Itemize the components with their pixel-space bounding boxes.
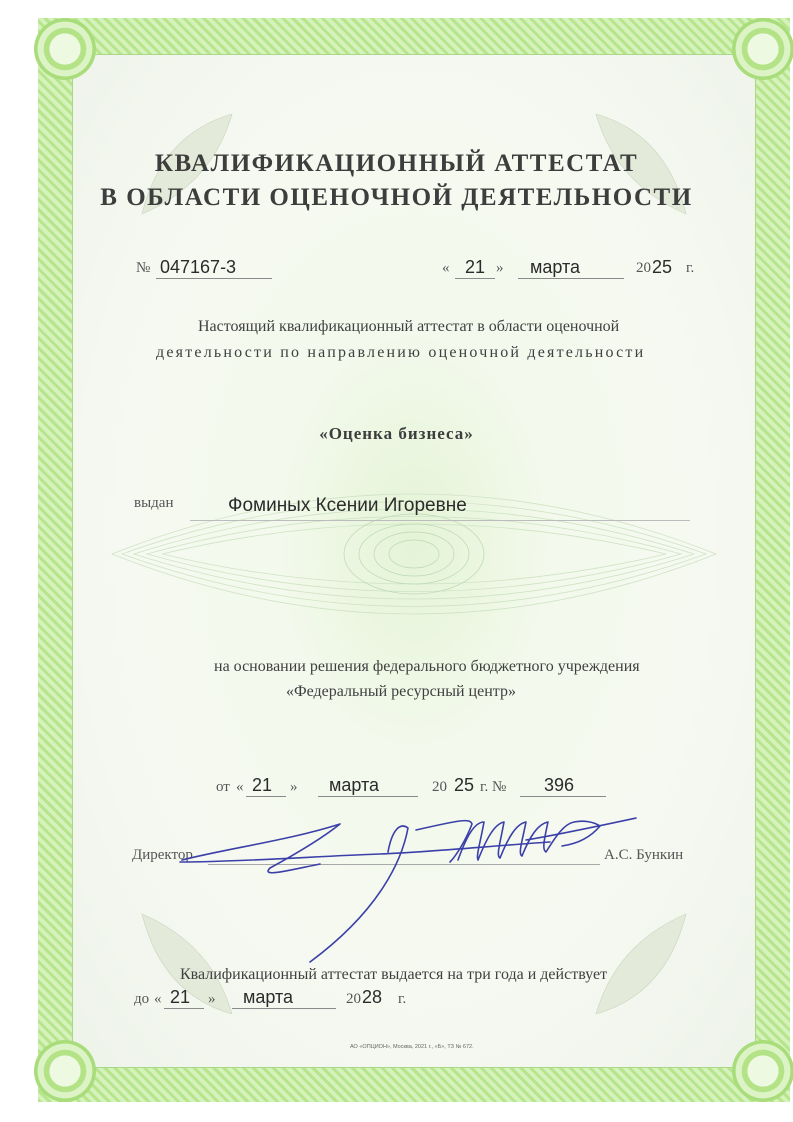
issue-year-label: г. <box>686 260 695 276</box>
director-name: А.С. Бункин <box>604 847 684 863</box>
validity-quote-open: « <box>154 991 162 1007</box>
intro-line2: деятельности по направлению оценочной деятельности <box>156 344 646 361</box>
decision-number: 396 <box>544 775 575 795</box>
issue-year-suffix: 25 <box>652 257 673 277</box>
issued-label: выдан <box>134 495 174 511</box>
decision-quote-open: « <box>236 779 244 795</box>
validity-day-underline <box>164 1008 204 1009</box>
holder-name: Фоминых Ксении Игоревне <box>228 495 467 516</box>
basis-line2: «Федеральный ресурсный центр» <box>286 683 516 700</box>
decision-from-label: от <box>216 779 230 795</box>
validity-quote-close: » <box>208 991 216 1007</box>
validity-month: марта <box>243 987 294 1007</box>
intro-line1: Настоящий квалификационный аттестат в области оценочной <box>198 318 620 335</box>
validity-until-label: до <box>134 991 150 1007</box>
decision-year-label: г. № <box>480 779 507 795</box>
decision-year-suffix: 25 <box>454 775 475 795</box>
printer-imprint: АО «ОПЦИОН», Москва, 2021 г., «Б», ТЗ № 672. <box>350 1044 474 1050</box>
validity-line1: Квалификационный аттестат выдается на три года и действует <box>180 966 608 983</box>
name-underline <box>190 520 690 521</box>
decision-quote-close: » <box>290 779 298 795</box>
valuation-direction: «Оценка бизнеса» <box>319 424 474 443</box>
day-underline <box>455 278 495 279</box>
decision-month-underline <box>318 796 418 797</box>
validity-year-label: г. <box>398 991 407 1007</box>
number-underline <box>156 278 272 279</box>
validity-year-prefix: 20 <box>346 991 361 1007</box>
certificate-title-line1: КВАЛИФИКАЦИОННЫЙ АТТЕСТАТ <box>154 150 639 177</box>
certificate-number: 047167-3 <box>160 257 237 277</box>
decision-number-underline <box>520 796 606 797</box>
validity-year-suffix: 28 <box>362 987 383 1007</box>
month-underline <box>518 278 624 279</box>
date-quote-open: « <box>442 260 450 276</box>
validity-day: 21 <box>170 987 191 1007</box>
validity-month-underline <box>232 1008 336 1009</box>
director-signature <box>170 800 660 980</box>
decision-day-underline <box>246 796 286 797</box>
basis-line1: на основании решения федерального бюджетного учреждения <box>214 658 640 675</box>
date-quote-close: » <box>496 260 504 276</box>
certificate-title-line2: В ОБЛАСТИ ОЦЕНОЧНОЙ ДЕЯТЕЛЬНОСТИ <box>100 184 693 211</box>
director-label: Директор <box>132 847 193 863</box>
issue-month: марта <box>530 257 581 277</box>
issue-year-prefix: 20 <box>636 260 651 276</box>
decision-month: марта <box>329 775 380 795</box>
number-label: № <box>136 260 151 276</box>
decision-year-prefix: 20 <box>432 779 447 795</box>
decision-day: 21 <box>252 775 273 795</box>
issue-day: 21 <box>465 257 486 277</box>
